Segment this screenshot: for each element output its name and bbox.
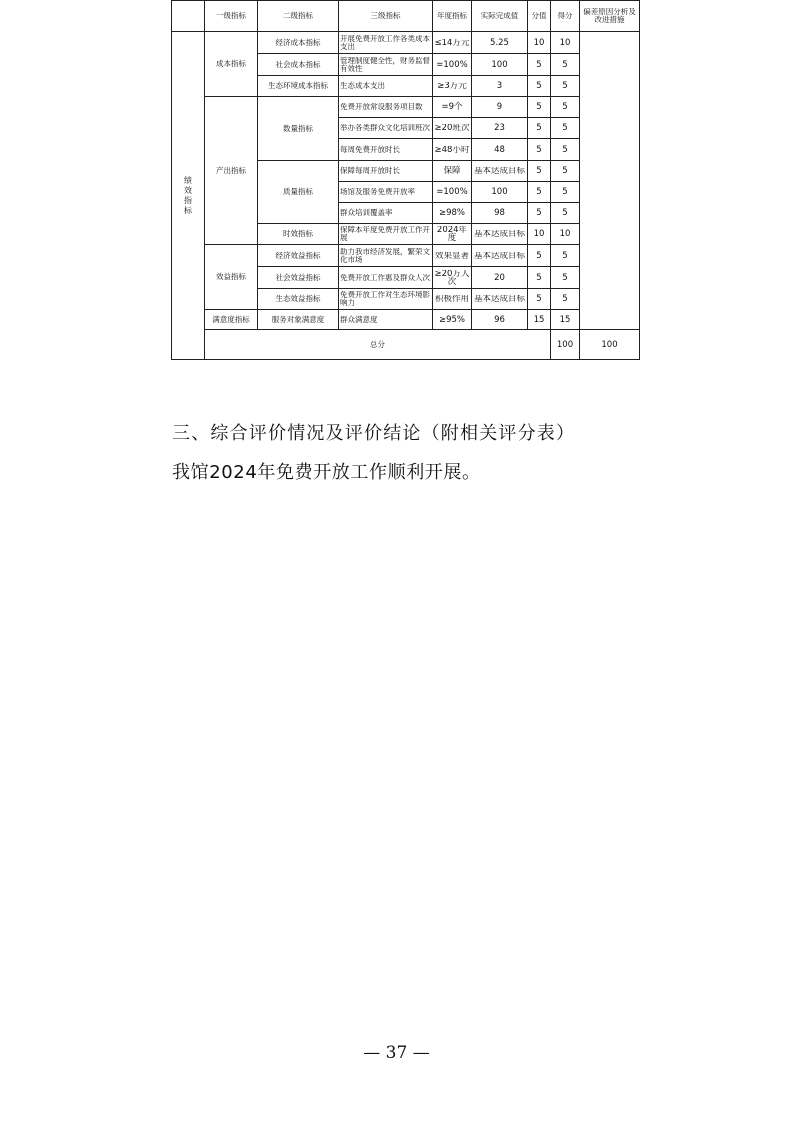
level2-cell: 社会成本指标 xyxy=(258,54,339,76)
section-heading: 三、综合评价情况及评价结论（附相关评分表） xyxy=(172,423,576,444)
weight-cell: 5 xyxy=(528,76,551,97)
level3-cell xyxy=(339,267,433,289)
group-output: 产出指标 xyxy=(205,97,258,245)
table-header-row xyxy=(172,1,640,32)
header-annual-target-text: 年度指标 xyxy=(437,12,467,20)
group-benefit: 效益指标 xyxy=(205,245,258,310)
level3-text: 场馆及服务免费开放率 xyxy=(340,188,415,196)
target-cell xyxy=(433,289,472,310)
level3-cell: 保障每周开放时长 xyxy=(339,161,433,182)
section-body-text: 我馆2024年免费开放工作顺利开展。 xyxy=(172,462,481,483)
actual-cell: 100 xyxy=(472,182,528,203)
level2-cell: 时效指标 xyxy=(258,224,339,245)
target-text: ≥48小时 xyxy=(434,145,470,154)
score-cell: 10 xyxy=(551,224,580,245)
level3-cell xyxy=(339,224,433,245)
score-cell: 5 xyxy=(551,289,580,310)
weight-cell: 5 xyxy=(528,139,551,161)
target-cell: ≥98% xyxy=(433,203,472,224)
target-text: ≥20班次 xyxy=(434,124,470,132)
target-cell: =9个 xyxy=(433,97,472,118)
weight-cell: 10 xyxy=(528,32,551,54)
target-cell xyxy=(433,76,472,97)
actual-cell xyxy=(472,289,528,310)
header-level2: 二级指标 xyxy=(258,1,339,32)
actual-cell: 96 xyxy=(472,310,528,330)
actual-cell xyxy=(472,224,528,245)
header-weight xyxy=(528,1,551,32)
target-text: 效果显著 xyxy=(434,251,469,260)
header-level3: 三级指标 xyxy=(339,1,433,32)
target-text: ≥20万人次 xyxy=(434,269,470,286)
level2-cell: 生态效益指标 xyxy=(258,289,339,310)
actual-cell: 48 xyxy=(472,139,528,161)
target-text: 积极作用 xyxy=(434,295,469,303)
table-row xyxy=(172,97,640,118)
weight-cell: 5 xyxy=(528,97,551,118)
table-row xyxy=(172,310,640,330)
score-cell: 15 xyxy=(551,310,580,330)
target-cell xyxy=(433,118,472,139)
level3-cell xyxy=(339,32,433,54)
target-cell xyxy=(433,245,472,267)
score-cell: 5 xyxy=(551,182,580,203)
weight-cell: 5 xyxy=(528,203,551,224)
weight-cell: 10 xyxy=(528,224,551,245)
weight-cell: 5 xyxy=(528,289,551,310)
table-row xyxy=(172,32,640,54)
score-cell: 5 xyxy=(551,54,580,76)
header-score xyxy=(551,1,580,32)
target-cell xyxy=(433,224,472,245)
actual-text: 基本达成目标 xyxy=(473,251,525,260)
level3-text: 保障本年度免费开放工作开展 xyxy=(340,226,430,242)
actual-text: 基本达成目标 xyxy=(473,167,525,175)
score-cell: 5 xyxy=(551,97,580,118)
actual-cell: 20 xyxy=(472,267,528,289)
target-cell: 保障 xyxy=(433,161,472,182)
level3-cell xyxy=(339,97,433,118)
header-actual-value xyxy=(472,1,528,32)
weight-cell: 5 xyxy=(528,118,551,139)
header-actual-value-text: 实际完成值 xyxy=(480,12,519,20)
level3-text: 举办各类群众文化培训班次 xyxy=(340,124,430,132)
header-level1: 一级指标 xyxy=(205,1,258,32)
level3-cell: 群众培训覆盖率 xyxy=(339,203,433,224)
level2-cell: 服务对象满意度 xyxy=(258,310,339,330)
level3-text: 免费开放常设服务项目数 xyxy=(340,103,423,111)
target-cell: ≥95% xyxy=(433,310,472,330)
level3-cell xyxy=(339,245,433,267)
performance-indicator-label: 绩效指标 xyxy=(184,175,192,215)
performance-evaluation-table xyxy=(171,0,640,360)
actual-text: 基本达成目标 xyxy=(473,295,525,303)
level2-cell: 经济效益指标 xyxy=(258,245,339,267)
group-cost: 成本指标 xyxy=(205,32,258,97)
level2-cell: 社会效益指标 xyxy=(258,267,339,289)
score-cell: 5 xyxy=(551,203,580,224)
header-deviation-text: 偏差原因分析及改进措施 xyxy=(583,8,636,24)
actual-cell: 98 xyxy=(472,203,528,224)
actual-cell xyxy=(472,161,528,182)
group-satisfaction: 满意度指标 xyxy=(205,310,258,330)
target-cell xyxy=(433,267,472,289)
page-number: — 37 — xyxy=(363,1043,430,1063)
target-cell xyxy=(433,32,472,54)
level3-cell: 每周免费开放时长 xyxy=(339,139,433,161)
score-cell: 5 xyxy=(551,161,580,182)
weight-cell: 5 xyxy=(528,245,551,267)
actual-cell: 3 xyxy=(472,76,528,97)
score-cell: 5 xyxy=(551,118,580,139)
header-annual-target xyxy=(433,1,472,32)
actual-cell: 9 xyxy=(472,97,528,118)
header-score-text: 得分 xyxy=(557,12,573,20)
target-text: ≤14万元 xyxy=(434,38,470,47)
total-score: 100 xyxy=(580,330,640,360)
level3-cell: 群众满意度 xyxy=(339,310,433,330)
header-deviation xyxy=(580,1,640,32)
level3-text: 免费开放工作对生态环境影响力 xyxy=(340,291,430,307)
subgroup-quality: 质量指标 xyxy=(258,161,339,224)
actual-cell: 100 xyxy=(472,54,528,76)
total-row xyxy=(172,330,640,360)
actual-text: 基本达成目标 xyxy=(473,230,525,238)
level3-text: 免费开放工作惠及群众人次 xyxy=(340,273,430,282)
level3-cell xyxy=(339,118,433,139)
score-cell: 5 xyxy=(551,76,580,97)
level2-cell: 生态环境成本指标 xyxy=(258,76,339,97)
deviation-cell xyxy=(580,32,640,330)
weight-cell: 15 xyxy=(528,310,551,330)
score-cell: 5 xyxy=(551,267,580,289)
target-text: ≥3万元 xyxy=(437,82,467,90)
score-cell: 5 xyxy=(551,139,580,161)
actual-cell xyxy=(472,245,528,267)
total-label: 总分 xyxy=(205,330,551,360)
level3-text: 开展免费开放工作各类成本支出 xyxy=(340,34,430,51)
subgroup-quantity: 数量指标 xyxy=(258,97,339,161)
weight-cell: 5 xyxy=(528,182,551,203)
score-cell: 5 xyxy=(551,245,580,267)
level3-text: 助力我市经济发展，繁荣文化市场 xyxy=(340,247,430,264)
target-cell: =100% xyxy=(433,54,472,76)
weight-cell: 5 xyxy=(528,54,551,76)
actual-cell: 23 xyxy=(472,118,528,139)
weight-cell: 5 xyxy=(528,267,551,289)
level3-text: 管理制度健全性，财务监督有效性 xyxy=(340,56,430,73)
level3-cell xyxy=(339,289,433,310)
target-text: 2024年度 xyxy=(436,226,468,242)
level2-cell: 经济成本指标 xyxy=(258,32,339,54)
header-weight-text: 分值 xyxy=(531,12,547,20)
target-cell: =100% xyxy=(433,182,472,203)
table-row xyxy=(172,245,640,267)
level3-cell xyxy=(339,54,433,76)
actual-cell: 5.25 xyxy=(472,32,528,54)
level3-cell: 生态成本支出 xyxy=(339,76,433,97)
target-cell xyxy=(433,139,472,161)
total-weight: 100 xyxy=(551,330,580,360)
score-cell: 10 xyxy=(551,32,580,54)
performance-indicator-cell xyxy=(172,32,205,360)
level3-cell xyxy=(339,182,433,203)
table-header-blank xyxy=(172,1,205,32)
weight-cell: 5 xyxy=(528,161,551,182)
